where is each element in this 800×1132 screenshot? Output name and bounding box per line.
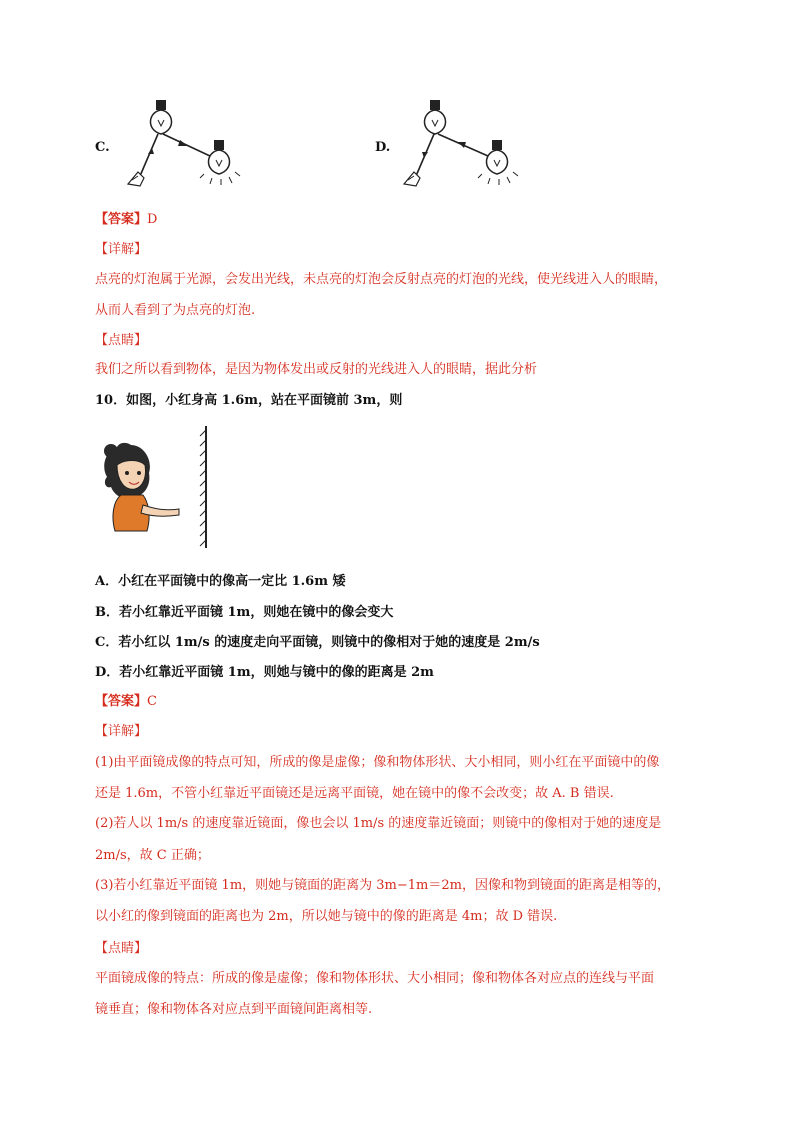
bulb-icon xyxy=(200,140,240,185)
q10-option-a: A．小红在平面镜中的像高一定比 1.6m 矮 xyxy=(95,574,346,589)
q10-detail-line-5: (3)若小红靠近平面镜 1m，则她与镜面的距离为 3m−1m＝2m，因像和物到镜面的距离是相等的， xyxy=(95,878,670,893)
bulb-icon xyxy=(150,100,171,134)
q10-answer xyxy=(95,693,157,711)
q10-detail-line-6: 以小红的像到镜面的距离也为 2m，所以她与镜中的像的距离是 4m；故 D 错误. xyxy=(95,909,558,924)
answer-value: C xyxy=(147,694,157,709)
q9-detail-line-2: 从而人看到了为点亮的灯泡. xyxy=(95,303,256,318)
q10-detail-line-1: (1)由平面镜成像的特点可知，所成的像是虚像；像和物体形状、大小相同，则小红在平面镜中的像 xyxy=(95,755,660,770)
answer-tag: 【答案】 xyxy=(95,694,148,709)
q9-detail-line-1: 点亮的灯泡属于光源，会发出光线，未点亮的灯泡会反射点亮的灯泡的光线，使光线进入人的眼睛， xyxy=(95,272,668,287)
q10-stem: 10．如图，小红身高 1.6m，站在平面镜前 3m，则 xyxy=(95,393,403,408)
answer-tag: 【答案】 xyxy=(95,212,148,227)
girl-illustration xyxy=(95,437,185,537)
option-d-figure xyxy=(396,96,526,191)
q10-option-d: D．若小红靠近平面镜 1m，则她与镜中的像的距离是 2m xyxy=(95,665,434,680)
q9-comment-tag: 【点睛】 xyxy=(95,333,148,348)
bulb-icon xyxy=(424,100,445,134)
q10-detail-line-3: (2)若人以 1m/s 的速度靠近镜面，像也会以 1m/s 的速度靠近镜面；则镜中的像相对于她的速度是 xyxy=(95,816,662,831)
option-c-label: C. xyxy=(95,140,110,155)
q10-comment-line-2: 镜垂直；像和物体各对应点到平面镜间距离相等. xyxy=(95,1002,373,1017)
q10-comment-line-1: 平面镜成像的特点：所成的像是虚像；像和物体形状、大小相同；像和物体各对应点的连线与平面 xyxy=(95,971,655,986)
bulb-icon xyxy=(478,140,518,185)
q9-comment-line-1: 我们之所以看到物体，是因为物体发出或反射的光线进入人的眼睛，据此分析 xyxy=(95,362,538,377)
q10-option-b: B．若小红靠近平面镜 1m，则她在镜中的像会变大 xyxy=(95,605,394,620)
q9-detail-tag: 【详解】 xyxy=(95,242,148,257)
option-c-figure xyxy=(118,96,248,191)
q9-answer xyxy=(95,211,157,229)
answer-value: D xyxy=(147,212,158,227)
q10-option-c: C．若小红以 1m/s 的速度走向平面镜，则镜中的像相对于她的速度是 2m/s xyxy=(95,635,540,650)
q10-detail-line-2: 还是 1.6m，不管小红靠近平面镜还是远离平面镜，她在镜中的像不会改变；故 A. B 错误. xyxy=(95,786,614,801)
q10-detail-tag: 【详解】 xyxy=(95,724,148,739)
option-d-label: D. xyxy=(375,140,391,155)
q10-detail-line-4: 2m/s，故 C 正确； xyxy=(95,848,210,863)
mirror-illustration xyxy=(198,424,212,550)
q10-comment-tag: 【点睛】 xyxy=(95,941,148,956)
